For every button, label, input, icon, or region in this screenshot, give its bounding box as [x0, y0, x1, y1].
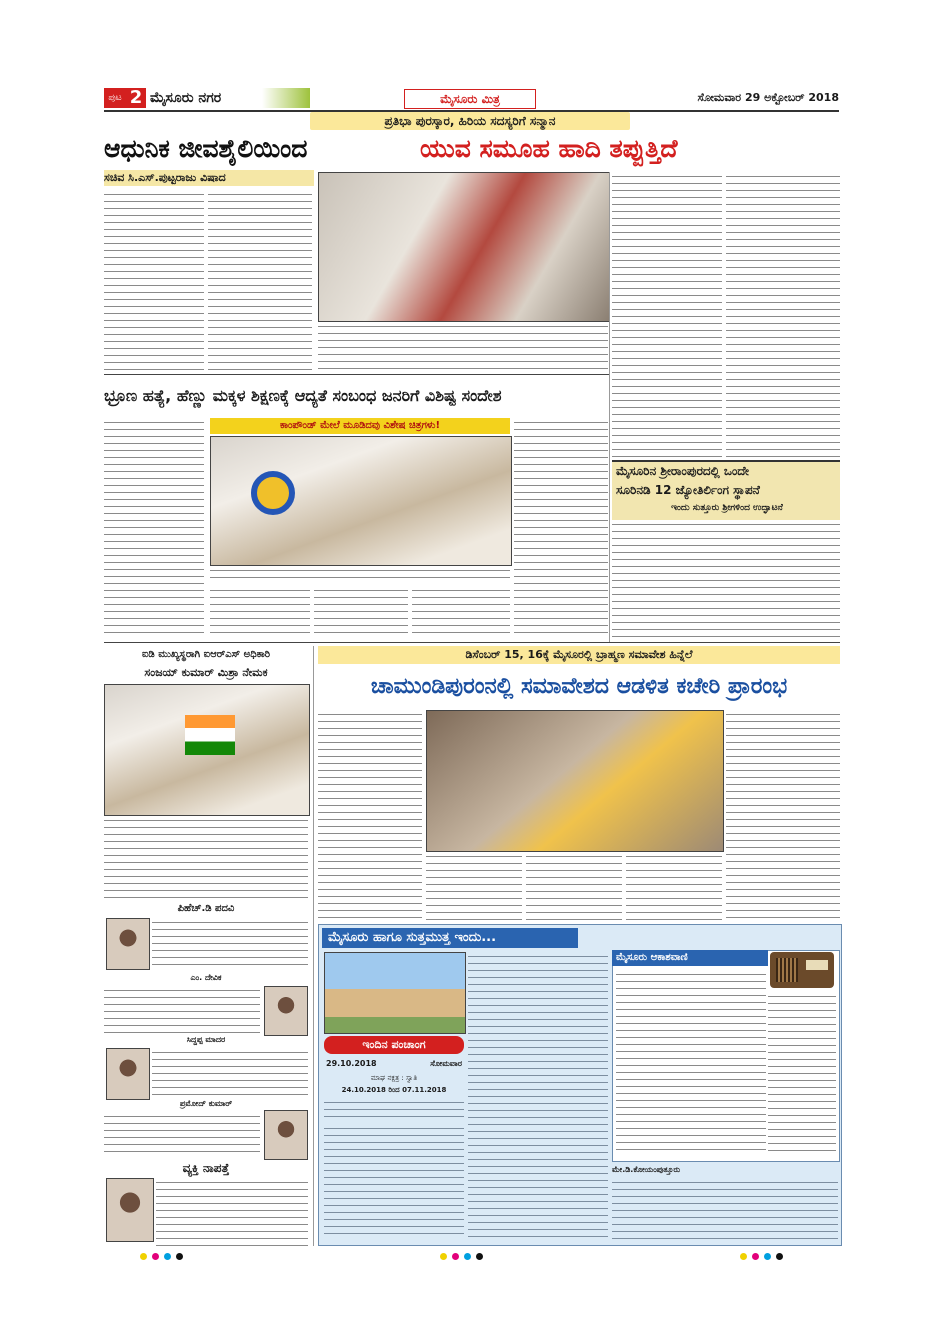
missing-title: ವ್ಯಕ್ತಿ ನಾಪತ್ತೆ — [182, 1161, 230, 1175]
radio-schedule — [616, 970, 766, 1156]
story5-text-col4 — [426, 852, 522, 920]
events-list-left — [324, 1124, 464, 1240]
phd-text-1 — [152, 918, 308, 968]
missing-text — [156, 1178, 308, 1248]
story2-headline: ಭ್ರೂಣ ಹತ್ಯೆ, ಹೆಣ್ಣು ಮಕ್ಕಳ ಶಿಕ್ಷಣಕ್ಕೆ ಆದ್ಯತೆ ಸಂಬಂಧ ಜನರಿಗೆ ವಿಶಿಷ್ಟ ಸಂದೇಶ — [104, 386, 502, 405]
story5-photo — [426, 710, 724, 852]
story4-photo — [104, 684, 310, 816]
panchanga-range: 24.10.2018 ರಿಂದ 07.11.2018 — [341, 1086, 447, 1094]
phd-photo-1 — [106, 918, 150, 970]
panchanga-day: ಸೋಮವಾರ — [430, 1059, 462, 1068]
story5-kicker: ಡಿಸೆಂಬರ್ 15, 16ಕ್ಕೆ ಮೈಸೂರಲ್ಲಿ ಬ್ರಾಹ್ಮಣ ಸಮಾವೇಶ ಹಿನ್ನೆಲೆ — [318, 646, 840, 664]
story3-subhead: ಇಂದು ಸುತ್ತೂರು ಶ್ರೀಗಳಿಂದ ಉದ್ಘಾಟನೆ — [671, 503, 783, 513]
story5-text-col6 — [626, 852, 722, 920]
story1-subhead: ಸಚಿವ ಸಿ.ಎಸ್.ಪುಟ್ಟರಾಜು ವಿಷಾದ — [104, 170, 314, 186]
story2-photo — [210, 436, 512, 566]
panchanga-star: ಮಾಘ ನಕ್ಷತ್ರ : ಸ್ವಾತಿ — [370, 1074, 418, 1082]
story1-photo — [318, 172, 610, 322]
panchanga-text — [324, 1098, 464, 1122]
story4-headline-2: ಸಂಜಯ್ ಕುಮಾರ್ ಮಿಶ್ರಾ ನೇಮಕ — [144, 666, 268, 679]
story2-text-col4 — [314, 586, 408, 638]
phd-title: ಪಿಹೆಚ್.ಡಿ ಪದವಿ — [177, 903, 235, 914]
story5-text-col3 — [318, 822, 422, 920]
story4-text — [104, 816, 308, 902]
story3-headline-2: ಸೂರಿನಡಿ 12 ಜ್ಯೋತಿರ್ಲಿಂಗ ಸ್ಥಾಪನೆ — [616, 483, 760, 497]
registration-dots-left — [140, 1253, 210, 1261]
story3-headline-1: ಮೈಸೂರಿನ ಶ್ರೀರಾಂಪುರದಲ್ಲಿ ಒಂದೇ — [616, 464, 750, 478]
story5-text-col5 — [526, 852, 622, 920]
story2-text-col2 — [514, 418, 608, 638]
masthead-logo: ಮೈಸೂರು ಮಿತ್ರ — [404, 89, 536, 109]
phd-photo-2 — [264, 986, 308, 1036]
phd-text-4 — [104, 1112, 260, 1158]
story2-photo-caption — [210, 566, 510, 584]
mysore-palace-photo — [324, 952, 466, 1034]
phd-photo-3 — [106, 1048, 150, 1100]
compound-mural-emblem — [251, 471, 295, 515]
flag-graphic — [185, 715, 235, 755]
story1-text-col1 — [104, 190, 204, 370]
story5-text-col2 — [726, 710, 840, 920]
story1-headline-red: ಯುವ ಸಮೂಹ ಹಾದಿ ತಪ್ಪುತ್ತಿದೆ — [420, 134, 678, 163]
phd-name-2: ಸಿದ್ದಪ್ಪ ಮಾದರ — [186, 1035, 226, 1044]
phd-photo-4 — [264, 1110, 308, 1160]
page-date: ಸೋಮವಾರ 29 ಅಕ್ಟೋಬರ್ 2018 — [697, 91, 839, 104]
missing-photo — [106, 1178, 154, 1242]
registration-dots-mid — [440, 1253, 510, 1261]
story2-text-col5 — [412, 586, 510, 638]
story2-text-col3 — [210, 586, 310, 638]
radio-icon — [770, 952, 834, 988]
story1-photo-caption — [318, 322, 608, 370]
story1-text-col4 — [726, 172, 840, 472]
events-title: ಮೈಸೂರು ಹಾಗೂ ಸುತ್ತಮುತ್ತ ಇಂದು... — [322, 928, 578, 948]
radio-schedule-2 — [768, 992, 836, 1156]
story2-photo-banner: ಕಾಂಪೌಂಡ್ ಮೇಲೆ ಮೂಡಿದವು ವಿಶೇಷ ಚಿತ್ರಗಳು! — [210, 418, 510, 434]
story2-text-col1 — [104, 418, 204, 638]
page-header — [104, 86, 839, 112]
phd-name-3: ಪ್ರಮೋದ್ ಕುಮಾರ್ — [179, 1099, 233, 1108]
events-list-mid — [468, 952, 608, 1240]
radio-title: ಮೈಸೂರು ಆಕಾಶವಾಣಿ — [612, 950, 768, 966]
story4-headline-1: ಐಡಿ ಮುಖ್ಯಸ್ಥರಾಗಿ ಐಆರ್‌ಎಸ್ ಅಧಿಕಾರಿ — [141, 649, 271, 660]
page-number: 2 — [126, 88, 146, 108]
page-label: ಪುಟ — [104, 88, 126, 108]
story1-text-col2 — [208, 190, 312, 370]
phd-text-2 — [104, 986, 260, 1034]
panchanga-title: ಇಂದಿನ ಪಂಚಾಂಗ — [324, 1036, 464, 1054]
story1-kicker: ಪ್ರತಿಭಾ ಪುರಸ್ಕಾರ, ಹಿರಿಯ ಸದಸ್ಯರಿಗೆ ಸನ್ಮಾನ — [310, 112, 630, 130]
phd-name-1: ಎಂ. ದೇವಿಕ — [190, 973, 222, 982]
story1-headline-black: ಆಧುನಿಕ ಜೀವಶೈಲಿಯಿಂದ — [104, 134, 308, 163]
section-title: ಮೈಸೂರು ನಗರ — [150, 88, 310, 108]
registration-dots-right — [740, 1253, 810, 1261]
events-bottom-heading: ಮೇ.ಡಿ.ಕೋಯಂಪುತ್ತೂರು — [612, 1165, 681, 1174]
phd-text-3 — [152, 1048, 308, 1098]
panchanga-date: 29.10.2018 — [326, 1059, 377, 1068]
story3-text — [612, 520, 840, 640]
story5-headline: ಚಾಮುಂಡಿಪುರಂನಲ್ಲಿ ಸಮಾವೇಶದ ಆಡಳಿತ ಕಚೇರಿ ಪ್ರಾರಂಭ — [370, 674, 788, 699]
events-list-right — [612, 1178, 838, 1240]
story5-text-col1 — [318, 710, 422, 820]
